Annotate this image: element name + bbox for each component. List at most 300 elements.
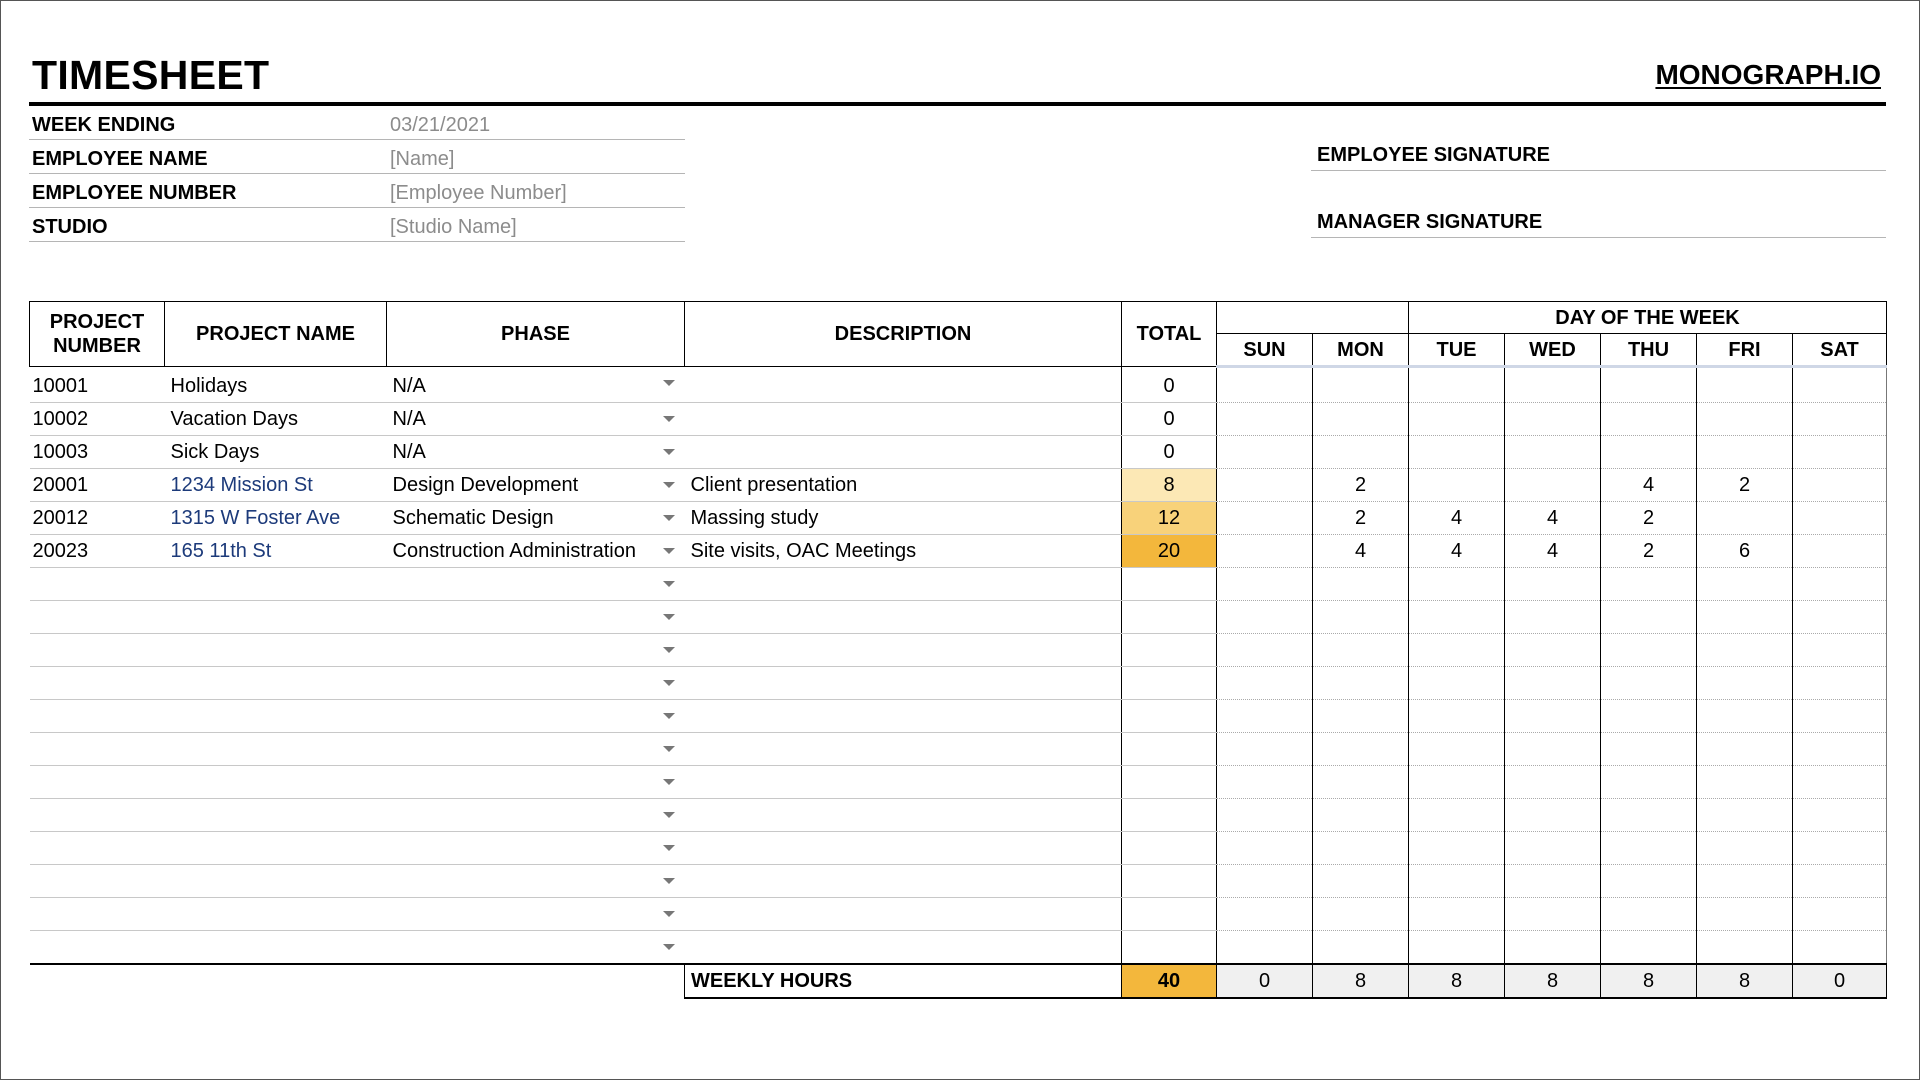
day-hours-cell[interactable] (1217, 535, 1313, 568)
project-number-cell[interactable]: 10003 (30, 436, 165, 469)
info-section (29, 106, 1886, 276)
day-hours-cell[interactable] (1601, 766, 1697, 799)
project-number-cell[interactable] (30, 766, 165, 799)
description-cell[interactable] (685, 733, 1122, 766)
day-hours-cell[interactable] (1697, 568, 1793, 601)
employee-name-label: EMPLOYEE NAME (32, 148, 208, 170)
day-hours-cell[interactable] (1217, 502, 1313, 535)
table-row (30, 898, 1887, 931)
phase-cell[interactable] (387, 601, 685, 634)
weekly-day-total: 8 (1313, 964, 1409, 998)
day-hours-cell[interactable] (1697, 865, 1793, 898)
day-hours-cell[interactable] (1601, 634, 1697, 667)
day-hours-cell[interactable] (1793, 799, 1887, 832)
day-hours-cell[interactable] (1697, 733, 1793, 766)
total-cell: 12 (1122, 502, 1217, 535)
day-hours-cell[interactable] (1697, 766, 1793, 799)
project-name-cell[interactable] (165, 568, 387, 601)
project-number-cell[interactable] (30, 898, 165, 931)
description-cell[interactable] (685, 766, 1122, 799)
day-hours-cell[interactable] (1217, 667, 1313, 700)
project-number-cell[interactable]: 10001 (30, 367, 165, 403)
total-cell: 20 (1122, 535, 1217, 568)
day-hours-cell[interactable] (1409, 865, 1505, 898)
phase-cell[interactable] (387, 568, 685, 601)
description-cell[interactable] (685, 403, 1122, 436)
header-day-sun: SUN (1217, 334, 1313, 367)
day-hours-cell[interactable]: 2 (1601, 502, 1697, 535)
phase-cell[interactable] (387, 865, 685, 898)
project-number-cell[interactable]: 20012 (30, 502, 165, 535)
table-row (30, 502, 1887, 535)
dropdown-arrow-icon[interactable] (663, 548, 675, 554)
description-cell[interactable] (685, 667, 1122, 700)
day-hours-cell[interactable] (1217, 601, 1313, 634)
description-cell[interactable] (685, 436, 1122, 469)
total-cell (1122, 865, 1217, 898)
day-hours-cell[interactable] (1313, 865, 1409, 898)
day-hours-cell[interactable] (1505, 436, 1601, 469)
day-hours-cell[interactable] (1409, 898, 1505, 931)
day-hours-cell[interactable] (1793, 931, 1887, 965)
day-hours-cell[interactable] (1409, 634, 1505, 667)
header-total: TOTAL (1122, 302, 1217, 367)
phase-cell[interactable] (387, 403, 685, 436)
total-cell (1122, 799, 1217, 832)
project-number-cell[interactable] (30, 733, 165, 766)
phase-cell[interactable] (387, 700, 685, 733)
description-cell[interactable] (685, 799, 1122, 832)
description-cell[interactable] (685, 634, 1122, 667)
day-hours-cell[interactable] (1313, 931, 1409, 965)
project-name-cell[interactable] (165, 733, 387, 766)
day-hours-cell[interactable] (1505, 832, 1601, 865)
dropdown-arrow-icon[interactable] (663, 779, 675, 785)
day-hours-cell[interactable] (1505, 700, 1601, 733)
header-day-tue: TUE (1409, 334, 1505, 367)
day-hours-cell[interactable] (1601, 733, 1697, 766)
project-name-cell[interactable] (165, 865, 387, 898)
day-hours-cell[interactable] (1601, 865, 1697, 898)
header-project-number: PROJECT NUMBER (30, 302, 165, 367)
day-hours-cell[interactable] (1409, 832, 1505, 865)
employee-number-label: EMPLOYEE NUMBER (32, 182, 237, 204)
day-hours-cell[interactable] (1601, 700, 1697, 733)
day-hours-cell[interactable] (1505, 766, 1601, 799)
employee-number-field[interactable]: [Employee Number] (390, 182, 567, 204)
day-hours-cell[interactable] (1697, 436, 1793, 469)
header-day-wed: WED (1505, 334, 1601, 367)
day-hours-cell[interactable] (1505, 634, 1601, 667)
day-hours-cell[interactable] (1217, 367, 1313, 403)
phase-cell[interactable] (387, 367, 685, 403)
dropdown-arrow-icon[interactable] (663, 581, 675, 587)
day-hours-cell[interactable] (1697, 502, 1793, 535)
description-cell[interactable] (685, 367, 1122, 403)
phase-cell[interactable] (387, 931, 685, 965)
day-hours-cell[interactable] (1313, 766, 1409, 799)
day-hours-cell[interactable] (1601, 601, 1697, 634)
total-cell: 0 (1122, 367, 1217, 403)
day-hours-cell[interactable] (1793, 898, 1887, 931)
phase-cell[interactable] (387, 535, 685, 568)
project-number-cell[interactable] (30, 865, 165, 898)
dropdown-arrow-icon[interactable] (663, 416, 675, 422)
week-ending-row (29, 108, 685, 140)
header-day-spacer (1217, 302, 1409, 334)
project-name-cell[interactable]: 1234 Mission St (165, 469, 387, 502)
project-name-cell[interactable]: 165 11th St (165, 535, 387, 568)
phase-cell[interactable] (387, 502, 685, 535)
day-hours-cell[interactable] (1313, 436, 1409, 469)
total-cell (1122, 601, 1217, 634)
day-hours-cell[interactable] (1793, 568, 1887, 601)
day-hours-cell[interactable]: 2 (1313, 502, 1409, 535)
phase-cell[interactable] (387, 634, 685, 667)
day-hours-cell[interactable] (1793, 766, 1887, 799)
table-row (30, 601, 1887, 634)
employee-signature-label: EMPLOYEE SIGNATURE (1317, 144, 1550, 166)
description-cell[interactable] (685, 898, 1122, 931)
dropdown-arrow-icon[interactable] (663, 380, 675, 386)
day-hours-cell[interactable] (1409, 367, 1505, 403)
project-name-cell[interactable] (165, 766, 387, 799)
dropdown-arrow-icon[interactable] (663, 911, 675, 917)
day-hours-cell[interactable] (1409, 766, 1505, 799)
header-day-thu: THU (1601, 334, 1697, 367)
table-row (30, 436, 1887, 469)
day-hours-cell[interactable] (1793, 403, 1887, 436)
table-row (30, 832, 1887, 865)
dropdown-arrow-icon[interactable] (663, 713, 675, 719)
project-number-cell[interactable] (30, 667, 165, 700)
header-description: DESCRIPTION (685, 302, 1122, 367)
total-cell (1122, 634, 1217, 667)
description-cell[interactable] (685, 601, 1122, 634)
description-cell[interactable]: Site visits, OAC Meetings (685, 535, 1122, 568)
project-number-cell[interactable] (30, 799, 165, 832)
day-hours-cell[interactable] (1217, 403, 1313, 436)
day-hours-cell[interactable] (1217, 865, 1313, 898)
day-hours-cell[interactable] (1217, 634, 1313, 667)
day-hours-cell[interactable]: 4 (1409, 535, 1505, 568)
day-hours-cell[interactable] (1217, 733, 1313, 766)
week-ending-field[interactable]: 03/21/2021 (390, 114, 491, 136)
phase-value: Schematic Design (392, 506, 554, 529)
day-hours-cell[interactable] (1793, 634, 1887, 667)
description-cell[interactable] (685, 832, 1122, 865)
day-hours-cell[interactable]: 6 (1697, 535, 1793, 568)
project-name-cell[interactable] (165, 700, 387, 733)
dropdown-arrow-icon[interactable] (663, 878, 675, 884)
day-hours-cell[interactable] (1697, 634, 1793, 667)
studio-field[interactable]: [Studio Name] (390, 216, 517, 238)
phase-value: N/A (392, 375, 426, 397)
day-hours-cell[interactable] (1601, 436, 1697, 469)
phase-value: Design Development (392, 473, 579, 496)
day-hours-cell[interactable] (1409, 601, 1505, 634)
dropdown-arrow-icon[interactable] (663, 746, 675, 752)
employee-signature-field[interactable] (1311, 140, 1886, 171)
timesheet-table (29, 301, 1887, 999)
employee-name-field[interactable]: [Name] (390, 148, 455, 170)
brand-link[interactable]: MONOGRAPH.IO (1655, 59, 1881, 90)
project-number-cell[interactable]: 10002 (30, 403, 165, 436)
day-hours-cell[interactable] (1217, 469, 1313, 502)
day-hours-cell[interactable]: 2 (1697, 469, 1793, 502)
table-row (30, 766, 1887, 799)
dropdown-arrow-icon[interactable] (663, 944, 675, 950)
phase-cell[interactable] (387, 436, 685, 469)
dropdown-arrow-icon[interactable] (663, 482, 675, 488)
day-hours-cell[interactable] (1217, 766, 1313, 799)
header-day-of-week: DAY OF THE WEEK (1409, 302, 1887, 334)
info-fields (29, 106, 685, 242)
weekly-day-total: 8 (1409, 964, 1505, 998)
table-row (30, 469, 1887, 502)
day-hours-cell[interactable] (1409, 469, 1505, 502)
day-hours-cell[interactable] (1697, 832, 1793, 865)
day-hours-cell[interactable] (1409, 700, 1505, 733)
total-cell: 0 (1122, 403, 1217, 436)
total-cell: 0 (1122, 436, 1217, 469)
day-hours-cell[interactable] (1217, 436, 1313, 469)
weekly-day-total: 0 (1217, 964, 1313, 998)
project-number-cell[interactable] (30, 700, 165, 733)
phase-cell[interactable] (387, 733, 685, 766)
day-hours-cell[interactable] (1793, 469, 1887, 502)
header-day-sat: SAT (1793, 334, 1887, 367)
day-hours-cell[interactable] (1313, 601, 1409, 634)
description-cell[interactable]: Client presentation (685, 469, 1122, 502)
project-number-cell[interactable] (30, 931, 165, 965)
total-cell (1122, 733, 1217, 766)
manager-signature-label: MANAGER SIGNATURE (1317, 211, 1543, 233)
table-row (30, 667, 1887, 700)
total-cell (1122, 898, 1217, 931)
weekly-hours-row (30, 964, 1887, 998)
day-hours-cell[interactable] (1217, 799, 1313, 832)
total-cell: 8 (1122, 469, 1217, 502)
day-hours-cell[interactable] (1505, 898, 1601, 931)
header-day-mon: MON (1313, 334, 1409, 367)
table-row (30, 733, 1887, 766)
day-hours-cell[interactable] (1793, 865, 1887, 898)
dropdown-arrow-icon[interactable] (663, 680, 675, 686)
day-hours-cell[interactable]: 4 (1505, 535, 1601, 568)
description-cell[interactable] (685, 931, 1122, 965)
project-name-cell[interactable] (165, 667, 387, 700)
day-hours-cell[interactable] (1505, 733, 1601, 766)
day-hours-cell[interactable] (1601, 568, 1697, 601)
day-hours-cell[interactable] (1601, 832, 1697, 865)
day-hours-cell[interactable] (1409, 799, 1505, 832)
day-hours-cell[interactable]: 4 (1409, 502, 1505, 535)
table-row (30, 634, 1887, 667)
description-cell[interactable] (685, 700, 1122, 733)
day-hours-cell[interactable] (1601, 898, 1697, 931)
project-name-cell[interactable] (165, 799, 387, 832)
day-hours-cell[interactable]: 2 (1601, 535, 1697, 568)
day-hours-cell[interactable] (1313, 799, 1409, 832)
day-hours-cell[interactable] (1409, 403, 1505, 436)
timesheet-table-wrap (29, 301, 1886, 999)
day-hours-cell[interactable] (1409, 667, 1505, 700)
day-hours-cell[interactable] (1697, 700, 1793, 733)
weekly-day-total: 8 (1505, 964, 1601, 998)
header-day-fri: FRI (1697, 334, 1793, 367)
description-cell[interactable] (685, 865, 1122, 898)
day-hours-cell[interactable] (1313, 700, 1409, 733)
day-hours-cell[interactable] (1313, 568, 1409, 601)
project-name-cell[interactable] (165, 931, 387, 965)
table-row (30, 799, 1887, 832)
project-name-cell[interactable]: Vacation Days (165, 403, 387, 436)
day-hours-cell[interactable] (1793, 667, 1887, 700)
title-bar (29, 48, 1886, 106)
day-hours-cell[interactable] (1793, 535, 1887, 568)
day-hours-cell[interactable] (1601, 667, 1697, 700)
day-hours-cell[interactable] (1601, 799, 1697, 832)
total-cell (1122, 667, 1217, 700)
day-hours-cell[interactable] (1505, 799, 1601, 832)
day-hours-cell[interactable] (1697, 403, 1793, 436)
project-name-cell[interactable]: Sick Days (165, 436, 387, 469)
total-cell (1122, 700, 1217, 733)
header-project-name: PROJECT NAME (165, 302, 387, 367)
day-hours-cell[interactable] (1409, 568, 1505, 601)
dropdown-arrow-icon[interactable] (663, 614, 675, 620)
table-row (30, 700, 1887, 733)
description-cell[interactable]: Massing study (685, 502, 1122, 535)
employee-number-row (29, 176, 685, 208)
day-hours-cell[interactable] (1505, 601, 1601, 634)
header-phase: PHASE (387, 302, 685, 367)
day-hours-cell[interactable] (1313, 898, 1409, 931)
weekly-day-total: 8 (1601, 964, 1697, 998)
page-title: TIMESHEET (32, 52, 270, 98)
dropdown-arrow-icon[interactable] (663, 515, 675, 521)
day-hours-cell[interactable]: 2 (1313, 469, 1409, 502)
project-number-cell[interactable] (30, 832, 165, 865)
project-name-cell[interactable] (165, 634, 387, 667)
dropdown-arrow-icon[interactable] (663, 812, 675, 818)
phase-cell[interactable] (387, 832, 685, 865)
day-hours-cell[interactable] (1601, 403, 1697, 436)
phase-value: N/A (392, 407, 426, 430)
day-hours-cell[interactable]: 4 (1505, 502, 1601, 535)
phase-cell[interactable] (387, 667, 685, 700)
day-hours-cell[interactable] (1505, 367, 1601, 403)
day-hours-cell[interactable] (1793, 367, 1887, 403)
day-hours-cell[interactable] (1505, 865, 1601, 898)
day-hours-cell[interactable] (1505, 568, 1601, 601)
day-hours-cell[interactable] (1217, 700, 1313, 733)
day-hours-cell[interactable] (1601, 367, 1697, 403)
project-number-cell[interactable]: 20023 (30, 535, 165, 568)
timesheet (29, 48, 1886, 992)
phase-value: N/A (392, 440, 426, 463)
weekly-day-total: 0 (1793, 964, 1887, 998)
week-ending-label: WEEK ENDING (32, 114, 176, 136)
day-hours-cell[interactable] (1505, 469, 1601, 502)
project-number-cell[interactable]: 20001 (30, 469, 165, 502)
day-hours-cell[interactable] (1697, 601, 1793, 634)
day-hours-cell[interactable] (1313, 367, 1409, 403)
day-hours-cell[interactable] (1697, 931, 1793, 965)
day-hours-cell[interactable] (1217, 931, 1313, 965)
project-number-cell[interactable] (30, 601, 165, 634)
table-row (30, 535, 1887, 568)
phase-value: Construction Administration (392, 539, 636, 562)
day-hours-cell[interactable] (1505, 667, 1601, 700)
project-number-cell[interactable] (30, 634, 165, 667)
total-cell (1122, 931, 1217, 965)
dropdown-arrow-icon[interactable] (663, 845, 675, 851)
phase-cell[interactable] (387, 898, 685, 931)
day-hours-cell[interactable] (1793, 601, 1887, 634)
table-row (30, 403, 1887, 436)
project-name-cell[interactable]: 1315 W Foster Ave (165, 502, 387, 535)
day-hours-cell[interactable] (1793, 436, 1887, 469)
day-hours-cell[interactable] (1505, 403, 1601, 436)
project-name-cell[interactable] (165, 898, 387, 931)
day-hours-cell[interactable] (1313, 634, 1409, 667)
day-hours-cell[interactable] (1313, 403, 1409, 436)
dropdown-arrow-icon[interactable] (663, 449, 675, 455)
weekly-total: 40 (1122, 964, 1217, 998)
day-hours-cell[interactable] (1313, 832, 1409, 865)
day-hours-cell[interactable] (1313, 667, 1409, 700)
employee-name-row (29, 142, 685, 174)
phase-cell[interactable] (387, 766, 685, 799)
total-cell (1122, 766, 1217, 799)
studio-row (29, 210, 685, 242)
day-hours-cell[interactable] (1505, 931, 1601, 965)
manager-signature-field[interactable] (1311, 207, 1886, 238)
project-name-cell[interactable] (165, 832, 387, 865)
day-hours-cell[interactable] (1409, 733, 1505, 766)
day-hours-cell[interactable] (1697, 898, 1793, 931)
project-name-cell[interactable]: Holidays (165, 367, 387, 403)
day-hours-cell[interactable] (1697, 667, 1793, 700)
day-hours-cell[interactable]: 4 (1601, 469, 1697, 502)
day-hours-cell[interactable] (1697, 367, 1793, 403)
table-row (30, 931, 1887, 965)
project-number-cell[interactable] (30, 568, 165, 601)
day-hours-cell[interactable] (1793, 502, 1887, 535)
day-hours-cell[interactable] (1217, 832, 1313, 865)
day-hours-cell[interactable] (1601, 931, 1697, 965)
day-hours-cell[interactable] (1313, 733, 1409, 766)
weekly-day-total: 8 (1697, 964, 1793, 998)
description-cell[interactable] (685, 568, 1122, 601)
phase-cell[interactable] (387, 799, 685, 832)
day-hours-cell[interactable] (1217, 568, 1313, 601)
day-hours-cell[interactable] (1409, 931, 1505, 965)
day-hours-cell[interactable] (1793, 832, 1887, 865)
dropdown-arrow-icon[interactable] (663, 647, 675, 653)
project-name-cell[interactable] (165, 601, 387, 634)
day-hours-cell[interactable] (1217, 898, 1313, 931)
day-hours-cell[interactable]: 4 (1313, 535, 1409, 568)
weekly-hours-label: WEEKLY HOURS (685, 964, 1122, 998)
phase-cell[interactable] (387, 469, 685, 502)
day-hours-cell[interactable] (1697, 799, 1793, 832)
day-hours-cell[interactable] (1409, 436, 1505, 469)
day-hours-cell[interactable] (1793, 700, 1887, 733)
day-hours-cell[interactable] (1793, 733, 1887, 766)
